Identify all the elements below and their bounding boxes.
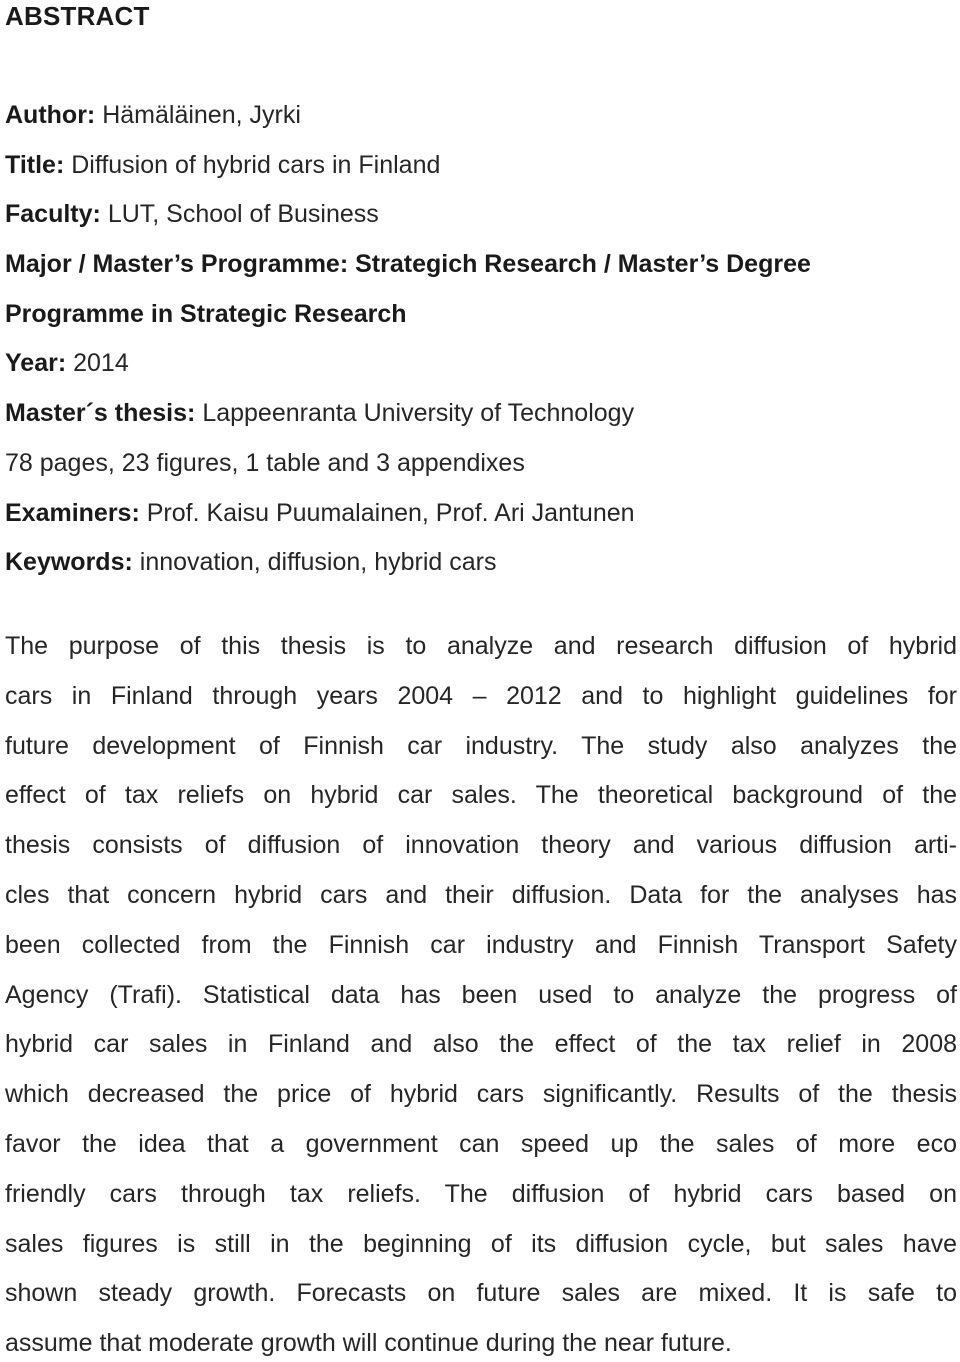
keywords-label: Keywords: (5, 548, 133, 577)
major-line-2 (5, 290, 955, 340)
thesis-value: Lappeenranta University of Technology (202, 399, 635, 428)
pages-info: 78 pages, 23 figures, 1 table and 3 appendixes (5, 448, 525, 477)
faculty-line (5, 190, 955, 240)
abstract-line: cles that concern hybrid cars and their diffusion. Data for the analyses has (5, 880, 957, 909)
faculty-label: Faculty: (5, 200, 101, 229)
abstract-line: assume that moderate growth will continue during the near future. (5, 1329, 732, 1358)
abstract-line: The purpose of this thesis is to analyze and research diffusion of hybrid (5, 632, 957, 660)
abstract-line: shown steady growth. Forecasts on future sales are mixed. It is safe to (5, 1279, 957, 1308)
examiners-label: Examiners: (5, 498, 140, 527)
abstract-line: effect of tax reliefs on hybrid car sales. The theoretical background of the (5, 781, 957, 810)
faculty-value: LUT, School of Business (107, 200, 379, 229)
abstract-line: thesis consists of diffusion of innovation theory and various diffusion arti- (5, 831, 957, 860)
examiners-line (5, 489, 955, 539)
abstract-line: future development of Finnish car industry. The study also analyzes the (5, 731, 957, 760)
year-label: Year: (5, 349, 67, 378)
abstract-line: which decreased the price of hybrid cars significantly. Results of the thesis (5, 1080, 957, 1109)
abstract-heading: ABSTRACT (5, 1, 150, 31)
abstract-line: sales figures is still in the beginning of its diffusion cycle, but sales have (5, 1229, 957, 1258)
keywords-line (5, 538, 955, 588)
major-label-part1: Major / Master’s Programme: Strategich Research / Master’s Degree (5, 250, 811, 279)
author-value: Hämäläinen, Jyrki (102, 101, 301, 129)
title-value: Diffusion of hybrid cars in Finland (71, 150, 441, 179)
abstract-line: Agency (Trafi). Statistical data has been used to analyze the progress of (5, 980, 957, 1009)
abstract-line: been collected from the Finnish car industry and Finnish Transport Safety (5, 930, 957, 959)
abstract-body (5, 622, 957, 1362)
major-label-part2: Programme in Strategic Research (5, 299, 407, 328)
keywords-value: innovation, diffusion, hybrid cars (139, 548, 497, 577)
author-line (5, 91, 955, 141)
abstract-line: favor the idea that a government can speed up the sales of more eco (5, 1129, 957, 1158)
metadata-block (5, 91, 955, 588)
abstract-line: hybrid car sales in Finland and also the effect of the tax relief in 2008 (5, 1030, 957, 1059)
thesis-label: Master´s thesis: (5, 399, 196, 428)
examiners-value: Prof. Kaisu Puumalainen, Prof. Ari Jantunen (146, 498, 635, 527)
title-label: Title: (5, 150, 65, 179)
abstract-line: cars in Finland through years 2004 – 2012 and to highlight guidelines for (5, 681, 957, 710)
abstract-line: friendly cars through tax reliefs. The diffusion of hybrid cars based on (5, 1179, 957, 1208)
year-value: 2014 (73, 349, 129, 378)
author-label: Author: (5, 101, 96, 129)
year-line (5, 339, 955, 389)
thesis-line (5, 389, 955, 439)
pages-info-line (5, 439, 955, 489)
title-line (5, 141, 955, 191)
major-line-1 (5, 240, 955, 290)
